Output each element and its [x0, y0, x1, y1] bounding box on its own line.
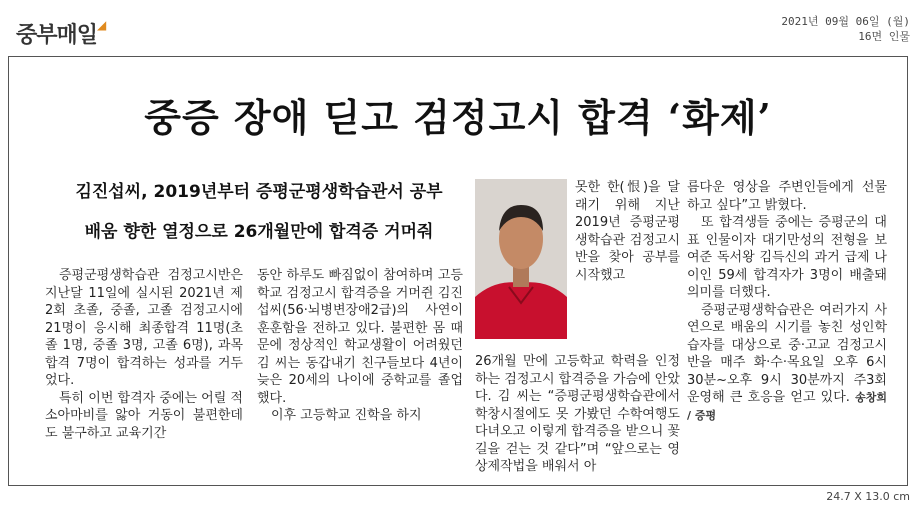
subhead-2: 배움 향한 열정으로 26개월만에 합격증 거머줘 [84, 222, 434, 242]
issue-date: 2021년 09월 06일 (월) [781, 15, 910, 28]
column-3 [475, 353, 680, 476]
paragraph: 특히 이번 합격자 중에는 어릴 적 소아마비를 앓아 거동이 불편한데도 불구하고 교육기간 [45, 390, 243, 441]
issue-page: 16면 인물 [858, 30, 910, 43]
newspaper-logo: 중부매일◢ [16, 18, 106, 48]
logo-mark-icon: ◢ [97, 18, 106, 32]
paragraph [687, 302, 887, 425]
clipping-size: 24.7 X 13.0 cm [826, 490, 910, 503]
headline: 중증 장애 딛고 검정고시 합격 ‘화제’ [144, 95, 772, 140]
paragraph: 또 합격생들 중에는 증평군의 대표 인물이자 대기만성의 전형을 보여준 독서왕 김득신의 과거 급제 나이인 59세 합격자가 3명이 배출돼 의미를 더했다. [687, 215, 887, 300]
paragraph: 26개월 만에 고등학교 학력을 인정하는 검정고시 합격증을 가슴에 안았다. 김 씨는 “증평군평생학습관에서 학창시절에도 못 가봤던 수학여행도 다녀오고 이렇게 합격증을 받으니 꽃길을 걷는 것 같다”며 “앞으로는 영상제작법을 배워서 아 [475, 354, 680, 474]
portrait-image [475, 179, 567, 339]
paragraph: 동안 하루도 빠짐없이 참여하며 고등학교 검정고시 합격증을 거머쥔 김진섭씨(56·뇌병변장애2급)의 사연이 훈훈함을 전하고 있다. 불편한 몸 때문에 정상적인 학교생활이 어려웠던 김 씨는 동갑내기 친구들보다 4년이 늦은 20세의 나이에 중학교를 졸업했다. [257, 268, 463, 406]
paragraph-text: 증평군평생학습관은 여러가지 사연으로 배움의 시기를 놓친 성인학습자를 대상으로 중·고교 검정고시 반을 매주 화·수·목요일 오후 6시 30분~오후 9시 30분까지 주3회 운영해 큰 호응을 얻고 있다. [687, 302, 887, 405]
column-4 [687, 179, 887, 424]
paragraph: 름다운 영상을 주변인들에게 선물하고 싶다”고 밝혔다. [687, 180, 887, 213]
column-3-top: 못한 한(恨)을 달래기 위해 지난 2019년 증평군평생학습관 검정고시반을 찾아 공부를 시작했고 [575, 180, 680, 283]
subhead-1: 김진섭씨, 2019년부터 증평군평생학습관서 공부 [75, 182, 443, 202]
paragraph: 증평군평생학습관 검정고시반은 지난달 11일에 실시된 2021년 제2회 초졸, 중졸, 고졸 검정고시에 21명이 응시해 최종합격 11명(초졸 1명, 중졸 3명, 고졸 6명), 과목합격 7명이 합격하는 성과를 거두었다. [45, 268, 243, 388]
person-photo [475, 179, 567, 339]
column-1 [45, 267, 243, 442]
byline: 송창희 / 증평 [687, 391, 887, 422]
article-frame [8, 56, 908, 486]
paragraph: 이후 고등학교 진학을 하지 [271, 408, 422, 423]
column-2 [257, 267, 463, 425]
issue-meta [781, 14, 910, 44]
